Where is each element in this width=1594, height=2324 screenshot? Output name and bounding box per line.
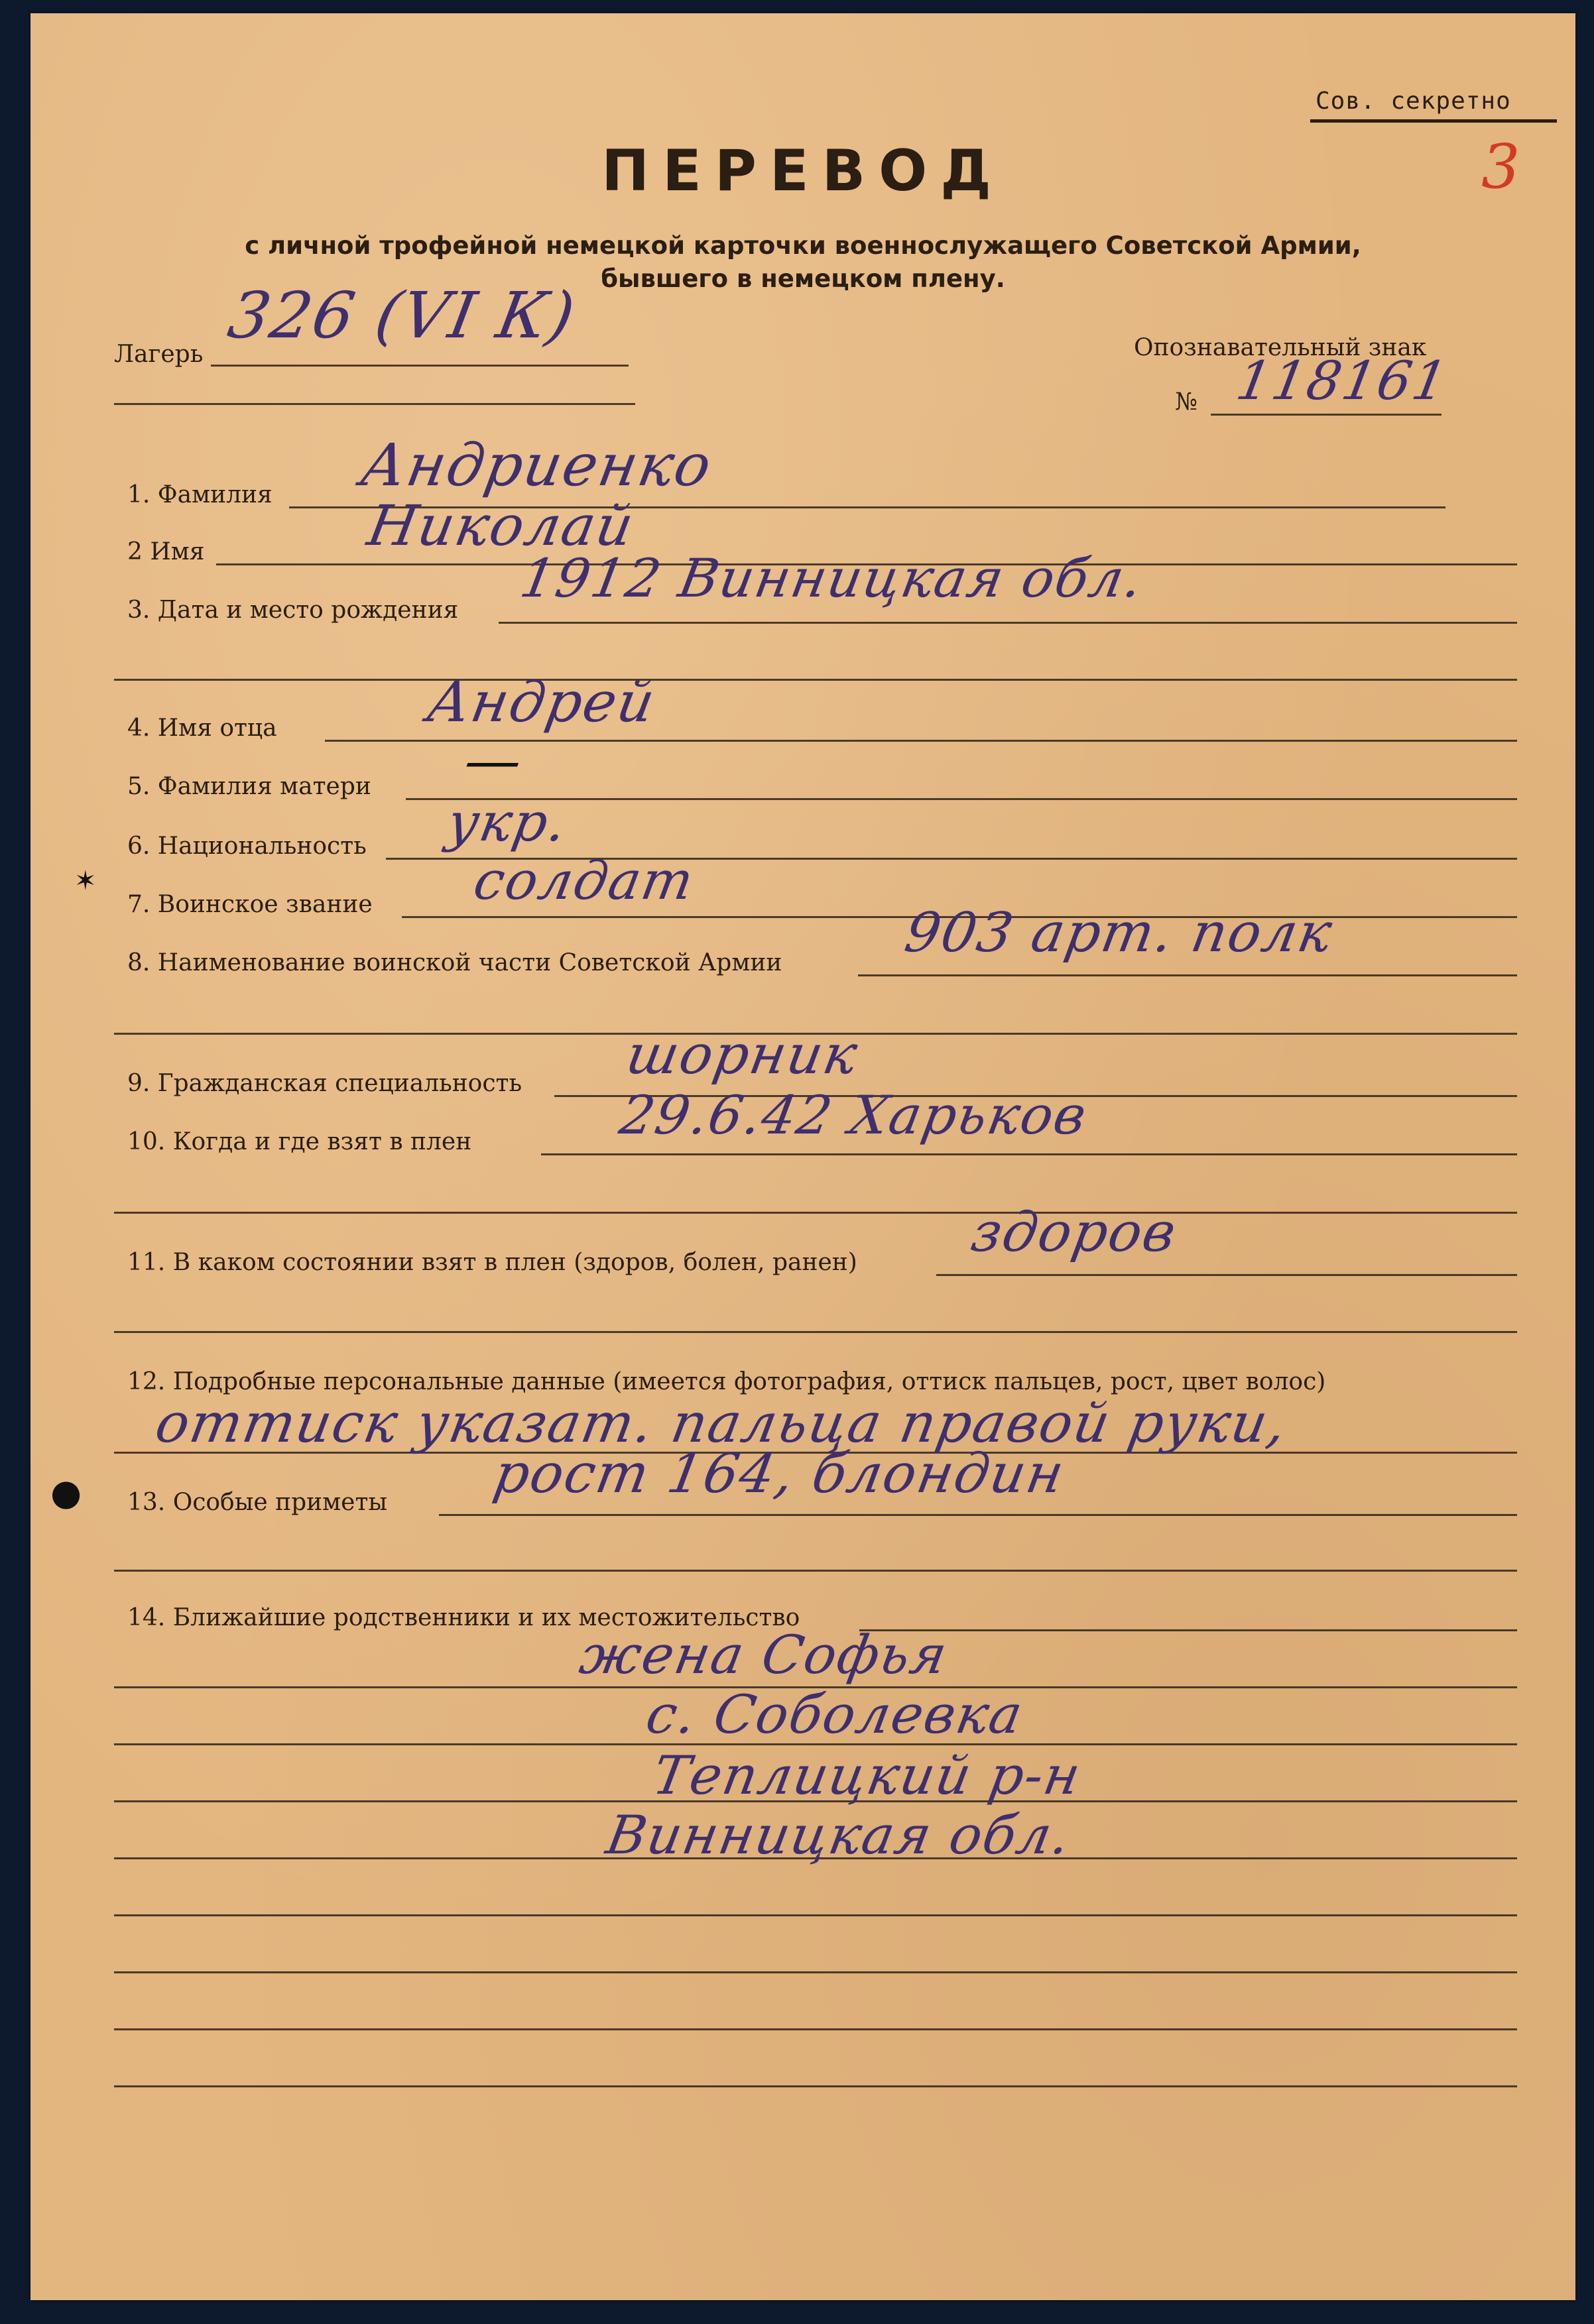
field-captured-rule-2 <box>114 1212 1517 1214</box>
field-relatives-label: 14. Ближайшие родственники и их местожительство <box>127 1604 800 1631</box>
field-father-label: 4. Имя отца <box>127 715 277 742</box>
subtitle-line-2: бывшего в немецком плену. <box>601 264 1005 293</box>
field-mother-label: 5. Фамилия матери <box>127 773 371 800</box>
badge-rule <box>1211 414 1441 416</box>
document-title: ПЕРЕВОД <box>601 138 1005 204</box>
field-nationality-label: 6. Национальность <box>127 833 367 860</box>
badge-label: Опознавательный знак <box>1134 334 1427 361</box>
field-condition-label: 11. В каком состоянии взят в плен (здоров, болен, ранен) <box>127 1249 857 1276</box>
relative-line-1: жена Софья <box>575 1624 953 1686</box>
field-unit-value: 903 арт. полк <box>900 901 1338 964</box>
field-name-label: 2 Имя <box>127 538 205 565</box>
field-features-rule-1 <box>439 1514 1517 1516</box>
relative-line-3: Теплицкий р-н <box>648 1745 1086 1806</box>
badge-no-label: № <box>1175 388 1198 416</box>
field-personal-label: 12. Подробные персональные данные (имеется фотография, оттиск пальцев, рост, цвет волос) <box>127 1368 1326 1395</box>
field-surname-label: 1. Фамилия <box>127 481 273 508</box>
camp-rule-2 <box>114 403 635 405</box>
field-condition-rule-1 <box>936 1274 1517 1276</box>
field-captured-label: 10. Когда и где взят в плен <box>127 1128 472 1155</box>
camp-value: 326 (VI К) <box>223 278 582 353</box>
page-number: 3 <box>1481 131 1520 202</box>
margin-ink-blot: ● <box>50 1472 82 1513</box>
margin-star-mark: ✶ <box>74 866 97 896</box>
field-condition-value: здоров <box>966 1201 1182 1264</box>
field-name-value: Николай <box>363 493 640 558</box>
badge-value: 118161 <box>1231 350 1453 412</box>
classification-underline <box>1310 119 1557 123</box>
field-unit-label: 8. Наименование воинской части Советской Армии <box>127 949 782 976</box>
field-captured-value: 29.6.42 Харьков <box>615 1084 1092 1146</box>
field-profession-value: шорник <box>621 1023 863 1086</box>
field-mother-rule <box>406 798 1517 800</box>
field-rank-label: 7. Воинское звание <box>127 891 373 918</box>
field-relatives-rule-1 <box>859 1629 1517 1631</box>
field-rank-value: солдат <box>469 850 700 911</box>
field-features-value: рост 164, блондин <box>489 1442 1070 1505</box>
subtitle-line-1: с личной трофейной немецкой карточки военнослужащего Советской Армии, <box>245 231 1361 260</box>
field-birth-rule-2 <box>114 679 1517 681</box>
field-unit-rule-1 <box>858 974 1517 976</box>
classification-stamp: Сов. секретно <box>1316 87 1511 115</box>
field-surname-value: Андриенко <box>355 431 718 499</box>
field-mother-value: — <box>460 728 528 793</box>
document-sheet <box>31 13 1575 2300</box>
field-features-label: 13. Особые приметы <box>127 1489 388 1516</box>
field-features-rule-2 <box>114 1570 1517 1572</box>
field-birth-value: 1912 Винницкая обл. <box>515 548 1148 609</box>
field-condition-rule-2 <box>114 1331 1517 1333</box>
relative-line-2: с. Соболевка <box>641 1684 1028 1745</box>
field-relatives-rule-9 <box>114 2085 1517 2087</box>
field-birth-rule-1 <box>499 622 1517 624</box>
field-personal-value: оттиск указат. пальца правой руки, <box>151 1392 1292 1455</box>
field-father-value: Андрей <box>422 669 661 734</box>
field-captured-rule-1 <box>541 1153 1517 1155</box>
camp-label: Лагерь <box>114 341 204 368</box>
relative-line-4: Винницкая обл. <box>601 1804 1076 1866</box>
camp-rule-1 <box>211 365 629 367</box>
field-profession-label: 9. Гражданская специальность <box>127 1070 522 1097</box>
field-birth-label: 3. Дата и место рождения <box>127 597 459 624</box>
field-nationality-value: укр. <box>442 791 573 853</box>
field-relatives-rule-6 <box>114 1914 1517 1916</box>
field-relatives-rule-7 <box>114 1971 1517 1973</box>
field-relatives-rule-8 <box>114 2028 1517 2030</box>
